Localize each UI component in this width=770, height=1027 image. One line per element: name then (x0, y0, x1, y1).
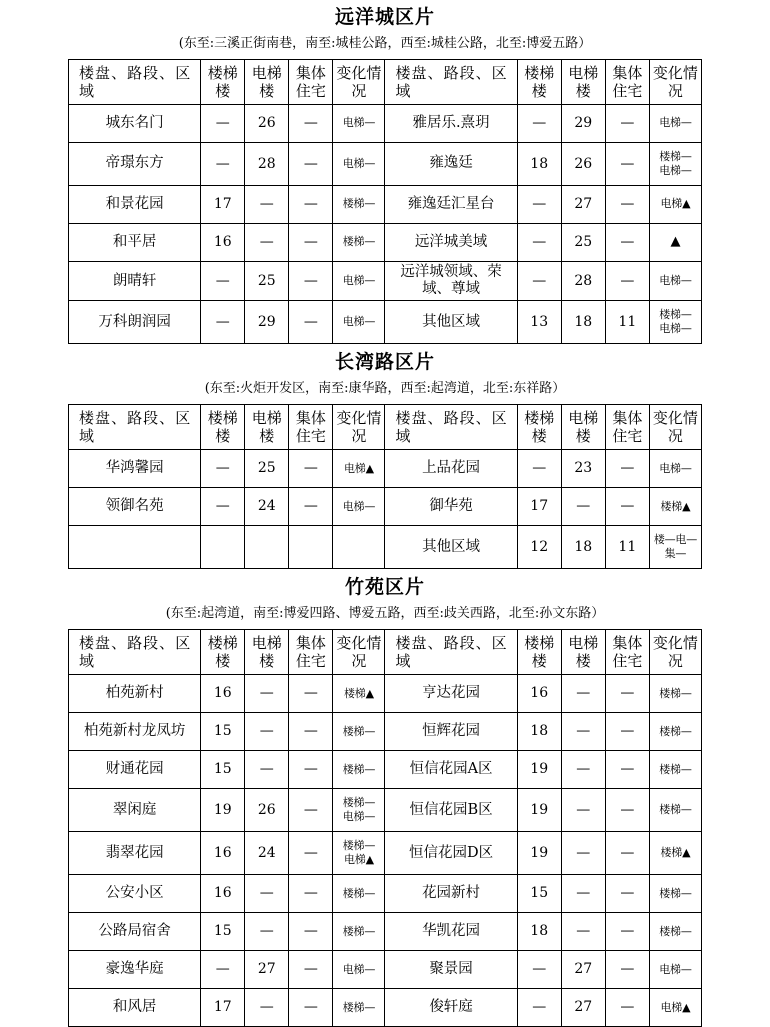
cell-collective-housing: 11 (605, 526, 649, 569)
change-line: ▲ (670, 234, 681, 250)
column-header-9: 变化情况 (649, 630, 701, 675)
cell-estate-name: 俊轩庭 (385, 989, 517, 1027)
change-line: 楼梯— (342, 924, 376, 938)
cell-elevator-floors: 28 (561, 262, 605, 301)
cell-elevator-floors: — (245, 989, 289, 1027)
cell-estate-name: 朗晴轩 (69, 262, 201, 301)
change-line: 楼梯— (342, 1000, 376, 1014)
cell-stair-floors: 18 (517, 713, 561, 751)
change-line: 楼梯▲ (344, 686, 374, 700)
cell-collective-housing: — (289, 789, 333, 832)
cell-collective-housing: — (605, 105, 649, 143)
cell-collective-housing: — (289, 713, 333, 751)
change-line: 楼梯— (342, 724, 376, 738)
column-header-1: 楼梯楼 (201, 405, 245, 450)
cell-collective-housing: — (605, 875, 649, 913)
cell-change-status (649, 989, 701, 1027)
cell-stair-floors: — (517, 186, 561, 224)
change-line: 电梯▲ (344, 853, 374, 867)
cell-stair-floors: 16 (201, 675, 245, 713)
cell-collective-housing (289, 526, 333, 569)
section-changwanlu (0, 344, 770, 569)
cell-elevator-floors: — (245, 875, 289, 913)
change-line: 电梯— (342, 962, 376, 976)
cell-change-status (649, 789, 701, 832)
cell-stair-floors: — (517, 262, 561, 301)
cell-elevator-floors: 26 (561, 143, 605, 186)
cell-stair-floors: — (517, 951, 561, 989)
cell-stair-floors: 17 (201, 186, 245, 224)
cell-change-status (649, 224, 701, 262)
cell-change-status (649, 875, 701, 913)
column-header-7: 电梯楼 (561, 60, 605, 105)
column-header-5: 楼盘、路段、区域 (385, 405, 517, 450)
cell-change-status (333, 751, 385, 789)
cell-estate-name: 万科朗润园 (69, 301, 201, 344)
table-row (69, 951, 702, 989)
column-header-6: 楼梯楼 (517, 405, 561, 450)
region-table (68, 404, 702, 569)
cell-change-status (333, 675, 385, 713)
cell-collective-housing: — (289, 262, 333, 301)
cell-stair-floors: 19 (517, 832, 561, 875)
cell-elevator-floors (245, 526, 289, 569)
column-header-5: 楼盘、路段、区域 (385, 630, 517, 675)
change-line: 楼梯— (659, 924, 692, 938)
cell-stair-floors: 19 (517, 789, 561, 832)
cell-change-status (333, 143, 385, 186)
cell-collective-housing: — (605, 789, 649, 832)
cell-estate-name: 恒信花园A区 (385, 751, 517, 789)
column-header-2: 电梯楼 (245, 60, 289, 105)
section-title: 远洋城区片 (334, 6, 435, 28)
cell-change-status (333, 186, 385, 224)
cell-elevator-floors: — (561, 675, 605, 713)
cell-elevator-floors: 27 (561, 989, 605, 1027)
cell-stair-floors: 13 (517, 301, 561, 344)
cell-change-status (333, 262, 385, 301)
region-table (68, 629, 702, 1027)
cell-estate-name: 公路局宿舍 (69, 913, 201, 951)
column-header-8: 集体住宅 (605, 630, 649, 675)
table-header-row (69, 60, 702, 105)
region-table (68, 59, 702, 344)
cell-stair-floors: 16 (517, 675, 561, 713)
change-line: 楼梯— (342, 197, 376, 211)
cell-stair-floors: — (201, 143, 245, 186)
cell-change-status (333, 450, 385, 488)
cell-stair-floors: 17 (517, 488, 561, 526)
table-row (69, 224, 702, 262)
change-line: 楼梯▲ (660, 499, 691, 513)
cell-change-status (649, 105, 701, 143)
cell-stair-floors: 16 (201, 832, 245, 875)
cell-estate-name: 其他区域 (385, 526, 517, 569)
cell-change-status (333, 951, 385, 989)
cell-estate-name: 柏苑新村龙凤坊 (69, 713, 201, 751)
section-title: 长湾路区片 (334, 351, 435, 374)
cell-collective-housing: — (605, 450, 649, 488)
cell-stair-floors: — (517, 989, 561, 1027)
column-header-2: 电梯楼 (245, 630, 289, 675)
cell-estate-name: 豪逸华庭 (69, 951, 201, 989)
cell-collective-housing: — (289, 989, 333, 1027)
cell-stair-floors: — (517, 224, 561, 262)
cell-collective-housing: — (289, 450, 333, 488)
cell-estate-name (69, 526, 201, 569)
cell-change-status (649, 262, 701, 301)
column-header-4: 变化情况 (333, 405, 385, 450)
section-subtitle: (东至:火炬开发区，南至:康华路，西至:起湾道，北至:东祥路） (204, 381, 566, 397)
table-header-row (69, 630, 702, 675)
change-line: 楼梯— (659, 149, 692, 163)
table-row (69, 989, 702, 1027)
cell-change-status (649, 143, 701, 186)
change-line: 电梯— (659, 461, 692, 475)
change-line: 电梯— (342, 274, 376, 288)
change-line: 楼梯— (342, 839, 376, 853)
cell-stair-floors: 15 (517, 875, 561, 913)
cell-estate-name: 远洋城美域 (385, 224, 517, 262)
cell-estate-name: 恒信花园D区 (385, 832, 517, 875)
table-header-row (69, 405, 702, 450)
cell-estate-name: 花园新村 (385, 875, 517, 913)
cell-stair-floors: — (201, 488, 245, 526)
cell-estate-name: 御华苑 (385, 488, 517, 526)
cell-elevator-floors: 24 (245, 832, 289, 875)
cell-stair-floors: 12 (517, 526, 561, 569)
change-line: 楼梯▲ (660, 846, 691, 860)
cell-collective-housing: — (289, 186, 333, 224)
cell-collective-housing: — (605, 989, 649, 1027)
change-line: 电梯— (342, 499, 376, 513)
cell-elevator-floors: — (245, 186, 289, 224)
table-row (69, 262, 702, 301)
cell-estate-name: 华凯花园 (385, 913, 517, 951)
cell-elevator-floors: 23 (561, 450, 605, 488)
cell-elevator-floors: 26 (245, 105, 289, 143)
cell-stair-floors: 18 (517, 143, 561, 186)
cell-elevator-floors: 24 (245, 488, 289, 526)
cell-estate-name: 公安小区 (69, 875, 201, 913)
table-row (69, 832, 702, 875)
cell-estate-name: 聚景园 (385, 951, 517, 989)
cell-stair-floors (201, 526, 245, 569)
cell-change-status (649, 751, 701, 789)
cell-elevator-floors: — (561, 875, 605, 913)
cell-stair-floors: 19 (517, 751, 561, 789)
column-header-6: 楼梯楼 (517, 630, 561, 675)
cell-estate-name: 恒信花园B区 (385, 789, 517, 832)
cell-collective-housing: — (605, 713, 649, 751)
column-header-9: 变化情况 (649, 60, 701, 105)
table-row (69, 186, 702, 224)
cell-elevator-floors: 25 (245, 450, 289, 488)
cell-stair-floors: — (201, 951, 245, 989)
table-row (69, 789, 702, 832)
change-line: 电梯— (659, 962, 692, 976)
cell-collective-housing: — (605, 913, 649, 951)
cell-estate-name: 领御名苑 (69, 488, 201, 526)
cell-change-status (649, 951, 701, 989)
cell-stair-floors: — (517, 105, 561, 143)
change-line: 楼梯— (342, 796, 376, 810)
change-line: 电梯▲ (344, 461, 374, 475)
cell-change-status (333, 301, 385, 344)
change-line: 楼梯— (659, 762, 692, 776)
section-zhuyuan (0, 569, 770, 1027)
cell-elevator-floors: — (561, 713, 605, 751)
section-title: 竹苑区片 (344, 576, 425, 599)
cell-estate-name: 和景花园 (69, 186, 201, 224)
cell-change-status (333, 832, 385, 875)
cell-change-status (649, 450, 701, 488)
cell-collective-housing: — (605, 951, 649, 989)
cell-change-status (333, 989, 385, 1027)
cell-estate-name: 和风居 (69, 989, 201, 1027)
column-header-3: 集体住宅 (289, 405, 333, 450)
cell-estate-name: 亨达花园 (385, 675, 517, 713)
table-row (69, 143, 702, 186)
cell-collective-housing: — (289, 143, 333, 186)
cell-elevator-floors: — (245, 713, 289, 751)
cell-collective-housing: — (289, 301, 333, 344)
cell-stair-floors: — (201, 105, 245, 143)
cell-estate-name: 雍逸廷 (385, 143, 517, 186)
cell-estate-name: 恒辉花园 (385, 713, 517, 751)
cell-collective-housing: — (605, 751, 649, 789)
cell-change-status (649, 186, 701, 224)
change-line: 电梯— (342, 810, 376, 824)
column-header-6: 楼梯楼 (517, 60, 561, 105)
cell-change-status (333, 526, 385, 569)
cell-collective-housing: — (289, 832, 333, 875)
cell-stair-floors: — (201, 301, 245, 344)
cell-collective-housing: — (289, 875, 333, 913)
cell-elevator-floors: — (561, 832, 605, 875)
column-header-9: 变化情况 (649, 405, 701, 450)
change-line: 电梯— (659, 322, 692, 336)
cell-estate-name: 雅居乐.熹玥 (385, 105, 517, 143)
change-line: 集— (664, 547, 687, 561)
cell-elevator-floors: 27 (561, 186, 605, 224)
change-line: 楼梯— (659, 308, 692, 322)
cell-collective-housing: — (605, 488, 649, 526)
cell-stair-floors: 18 (517, 913, 561, 951)
change-line: 电梯— (342, 315, 376, 329)
cell-change-status (649, 488, 701, 526)
cell-estate-name: 财通花园 (69, 751, 201, 789)
section-yuanyangcheng (0, 0, 770, 344)
column-header-2: 电梯楼 (245, 405, 289, 450)
cell-estate-name: 和平居 (69, 224, 201, 262)
cell-stair-floors: 15 (201, 913, 245, 951)
cell-collective-housing: — (605, 224, 649, 262)
cell-elevator-floors: 29 (245, 301, 289, 344)
change-line: 楼梯— (342, 886, 376, 900)
cell-elevator-floors: 27 (561, 951, 605, 989)
table-row (69, 675, 702, 713)
cell-change-status (333, 713, 385, 751)
cell-change-status (649, 913, 701, 951)
cell-change-status (333, 105, 385, 143)
cell-collective-housing: — (289, 224, 333, 262)
cell-stair-floors: — (201, 450, 245, 488)
change-line: 楼梯— (342, 762, 376, 776)
change-line: 电梯▲ (660, 1000, 691, 1014)
cell-elevator-floors: — (561, 751, 605, 789)
column-header-1: 楼梯楼 (201, 60, 245, 105)
table-row (69, 301, 702, 344)
cell-collective-housing: — (289, 488, 333, 526)
section-subtitle: (东至:起湾道，南至:博爱四路、博爱五路，西至:歧关西路，北至:孙文东路） (165, 606, 605, 622)
cell-elevator-floors: — (561, 789, 605, 832)
cell-estate-name: 城东名门 (69, 105, 201, 143)
cell-change-status (333, 488, 385, 526)
column-header-0: 楼盘、路段、区域 (69, 60, 201, 105)
cell-stair-floors: 19 (201, 789, 245, 832)
table-row (69, 713, 702, 751)
cell-stair-floors: 17 (201, 989, 245, 1027)
change-line: 楼梯— (659, 803, 692, 817)
change-line: 楼梯— (342, 235, 376, 249)
table-row (69, 450, 702, 488)
change-line: 电梯— (659, 274, 692, 288)
column-header-0: 楼盘、路段、区域 (69, 405, 201, 450)
cell-collective-housing: — (289, 913, 333, 951)
cell-elevator-floors: 25 (561, 224, 605, 262)
cell-elevator-floors: — (245, 224, 289, 262)
column-header-7: 电梯楼 (561, 405, 605, 450)
cell-change-status (333, 875, 385, 913)
cell-stair-floors: — (201, 262, 245, 301)
cell-elevator-floors: — (245, 751, 289, 789)
table-row (69, 751, 702, 789)
column-header-0: 楼盘、路段、区域 (69, 630, 201, 675)
column-header-4: 变化情况 (333, 60, 385, 105)
cell-elevator-floors: 18 (561, 526, 605, 569)
cell-elevator-floors: — (245, 675, 289, 713)
cell-stair-floors: 16 (201, 875, 245, 913)
cell-collective-housing: — (605, 143, 649, 186)
change-line: 电梯▲ (660, 197, 691, 211)
change-line: 楼—电— (653, 533, 698, 547)
cell-change-status (649, 526, 701, 569)
cell-change-status (333, 224, 385, 262)
cell-change-status (333, 913, 385, 951)
cell-collective-housing: — (605, 832, 649, 875)
table-row (69, 105, 702, 143)
cell-change-status (649, 301, 701, 344)
cell-elevator-floors: 28 (245, 143, 289, 186)
change-line: 楼梯— (659, 886, 692, 900)
cell-collective-housing: — (289, 751, 333, 789)
cell-elevator-floors: 18 (561, 301, 605, 344)
cell-elevator-floors: — (245, 913, 289, 951)
cell-elevator-floors: — (561, 488, 605, 526)
table-row (69, 488, 702, 526)
cell-collective-housing: 11 (605, 301, 649, 344)
table-row (69, 913, 702, 951)
cell-elevator-floors: — (561, 913, 605, 951)
cell-collective-housing: — (605, 186, 649, 224)
cell-collective-housing: — (605, 262, 649, 301)
cell-collective-housing: — (289, 675, 333, 713)
table-row (69, 526, 702, 569)
change-line: 楼梯— (659, 686, 692, 700)
change-line: 电梯— (659, 116, 692, 130)
column-header-5: 楼盘、路段、区域 (385, 60, 517, 105)
cell-change-status (649, 832, 701, 875)
change-line: 电梯— (342, 116, 376, 130)
cell-collective-housing: — (605, 675, 649, 713)
column-header-3: 集体住宅 (289, 60, 333, 105)
cell-estate-name: 其他区域 (385, 301, 517, 344)
cell-collective-housing: — (289, 105, 333, 143)
cell-stair-floors: 15 (201, 713, 245, 751)
cell-estate-name: 帝璟东方 (69, 143, 201, 186)
column-header-8: 集体住宅 (605, 405, 649, 450)
cell-change-status (333, 789, 385, 832)
cell-estate-name: 柏苑新村 (69, 675, 201, 713)
column-header-8: 集体住宅 (605, 60, 649, 105)
column-header-3: 集体住宅 (289, 630, 333, 675)
cell-estate-name: 远洋城领域、荣域、尊域 (385, 262, 517, 301)
cell-elevator-floors: 26 (245, 789, 289, 832)
change-line: 楼梯— (659, 724, 692, 738)
cell-elevator-floors: 29 (561, 105, 605, 143)
change-line: 电梯— (659, 164, 692, 177)
cell-estate-name: 翡翠花园 (69, 832, 201, 875)
cell-change-status (649, 713, 701, 751)
table-row (69, 875, 702, 913)
cell-elevator-floors: 27 (245, 951, 289, 989)
cell-estate-name: 上品花园 (385, 450, 517, 488)
cell-stair-floors: 16 (201, 224, 245, 262)
section-subtitle: (东至:三溪正街南巷，南至:城桂公路，西至:城桂公路，北至:博爱五路） (178, 36, 592, 51)
cell-change-status (649, 675, 701, 713)
change-line: 电梯— (342, 156, 376, 170)
cell-estate-name: 雍逸廷汇星台 (385, 186, 517, 224)
cell-estate-name: 华鸿馨园 (69, 450, 201, 488)
cell-stair-floors: — (517, 450, 561, 488)
cell-stair-floors: 15 (201, 751, 245, 789)
column-header-7: 电梯楼 (561, 630, 605, 675)
cell-elevator-floors: 25 (245, 262, 289, 301)
column-header-4: 变化情况 (333, 630, 385, 675)
cell-estate-name: 翠闲庭 (69, 789, 201, 832)
cell-collective-housing: — (289, 951, 333, 989)
column-header-1: 楼梯楼 (201, 630, 245, 675)
